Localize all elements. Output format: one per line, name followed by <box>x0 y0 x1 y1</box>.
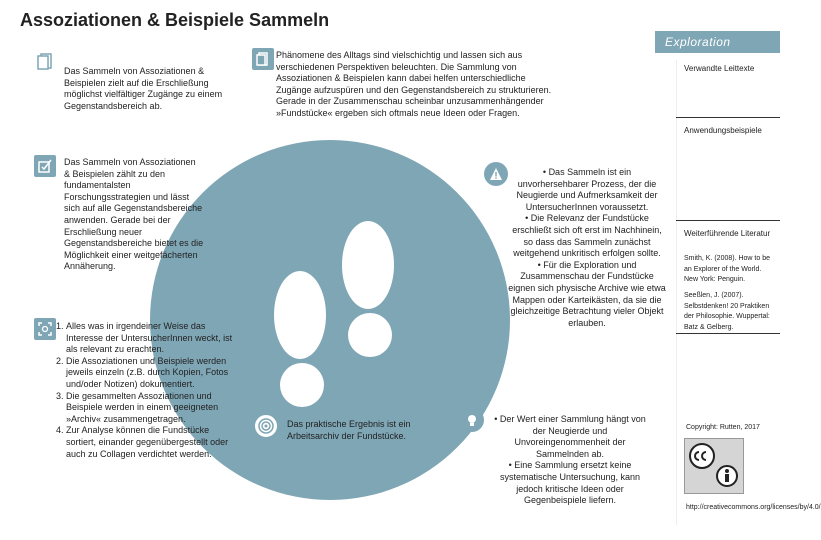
intro-text: Das Sammeln von Assoziationen & Beispielen zielt auf die Erschließung möglichst vielfältiger Zugänge zu einem Gegenstandsbereich ab. <box>64 66 223 111</box>
list-item: 2. Die Assoziationen und Beispiele werden jeweils einzeln (z.B. durch Kopien, Fotos und/oder Notizen) dokumentiert. <box>66 356 240 391</box>
document-icon <box>34 50 56 72</box>
creative-commons-badge <box>684 438 744 494</box>
steps-list <box>50 321 240 460</box>
tips-list <box>490 414 650 507</box>
list-item: • Für die Exploration und Zusammenschau der Fundstücke eignen sich physische Archive wie etwa Mappen oder Karteikästen, da sie die gleichzeitige Betrachtung vieler Objekt erlauben. <box>508 259 666 328</box>
list-item: • Die Relevanz der Fundstücke erschließt sich oft erst im Nachhinein, so dass das Sammeln zunächst weitgehend unkritisch erfolgen sollte. <box>512 213 662 259</box>
divider <box>676 117 780 118</box>
list-item: 4. Zur Analyse können die Fundstücke sortiert, einander gegenübergestellt oder auch zu Collagen verdichtet werden. <box>66 425 240 460</box>
phenomena-text: Phänomene des Alltags sind vielschichtig und lassen sich aus verschiedenen Perspektiven beleuchten. Die Sammlung von Assoziationen & Beispielen kann dabei helfen unterschiedliche Zugänge aufzuspüren und den Gegenstandsbereich zu strukturieren. Gerade in der Zusammenschau scheinbar unzusammenhängender »Fundstücke« ergeben sich oftmals neue Ideen oder Fragen. <box>276 50 552 118</box>
related-label: Verwandte Leittexte <box>684 64 755 73</box>
copyright-text: Copyright: Rutten, 2017 <box>686 424 760 431</box>
divider <box>676 333 780 334</box>
target-icon <box>254 414 278 438</box>
reference-1: Smith, K. (2008). How to be an Explorer of the World. New York: Penguin. <box>684 255 770 283</box>
further-reading-label: Weiterführende Literatur <box>684 229 771 238</box>
page-title: Assoziationen & Beispiele Sammeln <box>20 10 330 30</box>
list-item: 3. Die gesammelten Assoziationen und Beispiele werden in einem geeigneten »Archiv« zusammengetragen. <box>66 391 240 426</box>
reference-2: Seeßlen, J. (2007). Selbstdenken! 20 Praktiken der Philosophie. Wuppertal: Batz & Gelberg. <box>684 292 770 331</box>
strategy-text: Das Sammeln von Assoziationen & Beispielen zählt zu den fundamentalsten Forschungsstrategien und lässt sich auf alle Gegenstandsbereiche anwenden. Gerade bei der Erschließung neuer Gegenstandsbereiche bietet es die Möglichkeit einer weitgefächerten Annäherung. <box>64 157 204 272</box>
application-label: Anwendungsbeispiele <box>684 126 762 135</box>
result-text: Das praktische Ergebnis ist ein Arbeitsarchiv der Fundstücke. <box>287 419 411 441</box>
warning-icon <box>484 162 508 186</box>
divider <box>676 220 780 221</box>
license-link[interactable]: http://creativecommons.org/licenses/by/4.0/ <box>686 504 821 511</box>
list-item: • Das Sammeln ist ein unvorhersehbarer Prozess, der die Neugierde und Aufmerksamkeit der UntersucherInnen voraussetzt. <box>516 167 658 212</box>
warnings-list <box>508 167 666 329</box>
checkbox-icon <box>34 155 56 177</box>
sidebar-divider <box>676 60 677 525</box>
category-tag: Exploration <box>655 31 780 53</box>
phenomena-icon <box>252 48 274 70</box>
list-item: 1. Alles was in irgendeiner Weise das Interesse der UntersucherInnen weckt, ist als relevant zu erachten. <box>66 321 240 356</box>
cc-logo-icon <box>685 439 743 493</box>
list-item: • Eine Sammlung ersetzt keine systematische Untersuchung, kann jedoch kritische Ideen oder Gegenbeispiele liefern. <box>499 460 641 506</box>
lightbulb-icon <box>460 408 484 432</box>
list-item: • Der Wert einer Sammlung hängt von der Neugierde und Unvoreingenommenheit der Sammelnden ab. <box>494 414 646 459</box>
